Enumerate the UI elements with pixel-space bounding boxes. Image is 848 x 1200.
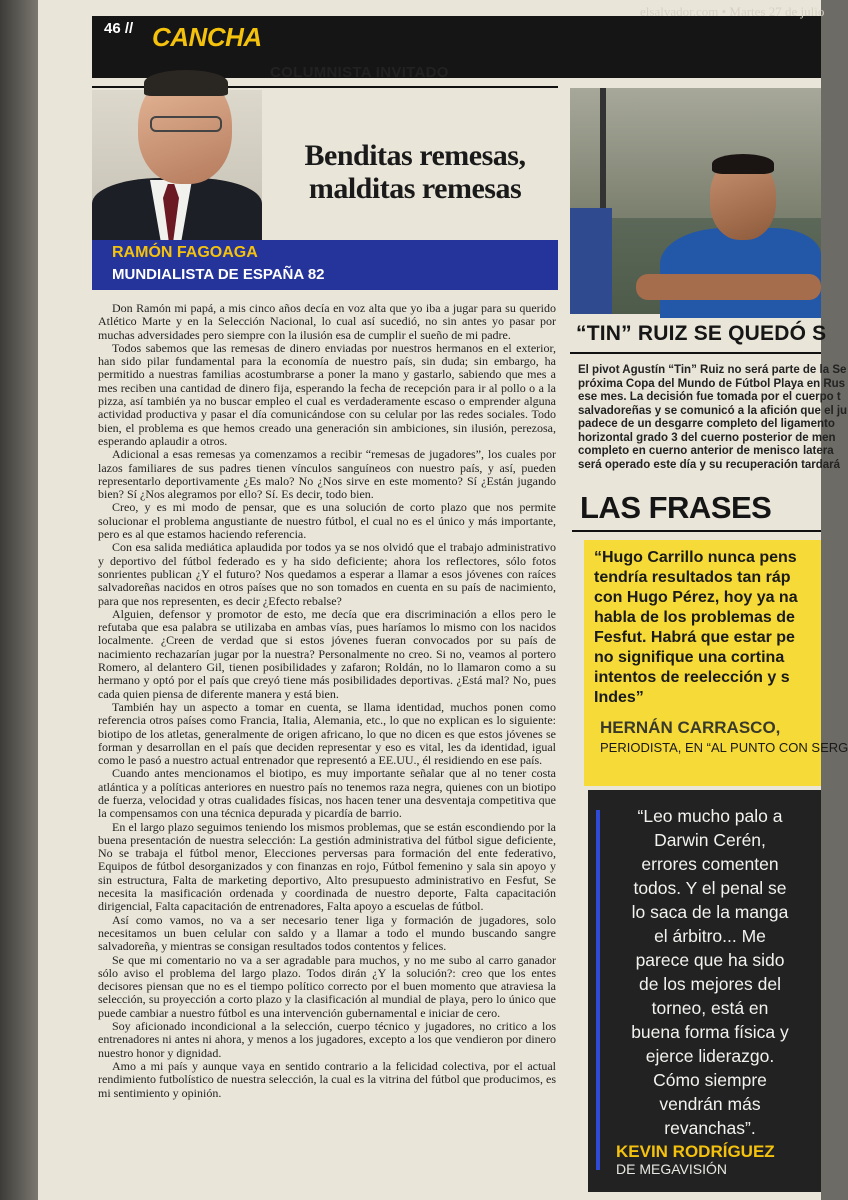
quote-line: lo saca de la manga bbox=[631, 902, 789, 922]
quote-2-text bbox=[604, 804, 816, 1140]
table-surface bbox=[0, 0, 38, 1200]
quote-1-author: HERNÁN CARRASCO, bbox=[600, 718, 781, 737]
article-body bbox=[98, 302, 556, 1100]
brief-rule bbox=[570, 352, 821, 354]
quote-line: el árbitro... Me bbox=[654, 926, 766, 946]
brief-headline: “TIN” RUIZ SE QUEDÓ S bbox=[576, 322, 827, 345]
columnist-glasses bbox=[150, 116, 222, 132]
brief-line: completo en cuerno anterior de menisco latera bbox=[578, 445, 834, 457]
quote-line: de los mejores del bbox=[638, 974, 782, 994]
quote-line: con Hugo Pérez, hoy ya na bbox=[594, 589, 798, 606]
brief-line: ese mes. La decisión fue tomada por el cuerpo t bbox=[578, 391, 841, 403]
quote-2-accent-stripe bbox=[596, 810, 600, 1170]
columnist-hair bbox=[144, 70, 228, 96]
frases-rule bbox=[572, 530, 821, 532]
page-number: 46 // bbox=[104, 20, 134, 37]
paragraph: Creo, y es mi modo de pensar, que es una solución de corto plazo que nos permite solucionar el problema angustiante de nuestro fútbol, el cual no es el único y más importante, pero es al que estamos haciendo referencia. bbox=[98, 500, 556, 542]
quote-2-role: DE MEGAVISIÓN bbox=[616, 1161, 727, 1177]
column-kicker: COLUMNISTA INVITADO bbox=[270, 64, 449, 81]
quote-1-text bbox=[594, 548, 821, 708]
brief-line: próxima Copa del Mundo de Fútbol Playa en Rus bbox=[578, 377, 846, 390]
photo-background bbox=[570, 88, 821, 218]
photo-teammate bbox=[570, 208, 612, 314]
frases-heading: LAS FRASES bbox=[580, 490, 772, 525]
quote-line: habla de los problemas de bbox=[594, 609, 795, 626]
quote-line: Cómo siempre bbox=[653, 1070, 767, 1090]
player-arm bbox=[636, 274, 821, 300]
player-hair bbox=[712, 154, 774, 174]
paragraph: Adicional a esas remesas ya comenzamos a recibir “remesas de jugadores”, los cuales por lazos familiares de sus padres tienen vínculos sanguíneos con nuestro país, y así, pueden representarlo deportivamente ¿Es malo? No ¿Nos sirve en este momento? Sí ¿Están jugando bien? Sí ¿Nos alegramos por ello? Sí. Es decir, todo bien. bbox=[98, 447, 556, 502]
quote-line: vendrán más bbox=[659, 1094, 761, 1114]
section-name: CANCHA bbox=[152, 22, 262, 52]
paragraph: En el largo plazo seguimos teniendo los mismos problemas, que se están escondiendo por la buena presentación de nuestra selección: La gestión administrativa del fútbol sigue deficiente, No se trabaja el fútbol menor, Elecciones perversas para formación del ente federativo, Equipos de fútbol desorganizados y con finanzas en rojo, Fútbol femenino y sala sin apoyo y sin estructura, Falta de marketing deportivo, Alto presupuesto administrativo en Fesfut, Se necesita la masificación ordenada y coordinada de nuestro deporte, Falta capacitación dirigencial, Falta capacitación de entrenadores, Falta apoyo a escuelas de fútbol. bbox=[98, 819, 556, 914]
brief-line: padece de un desgarre completo del ligamento bbox=[578, 418, 835, 430]
quote-line: Darwin Cerén, bbox=[654, 830, 766, 850]
paragraph: Don Ramón mi papá, a mis cinco años decía en voz alta que yo iba a jugar para su querido Atlético Marte y en la Selección Nacional, lo cual así sucedió, no sin antes yo pasar por muchas adversidades pero siempre con la ilusión esa de cumplir el sueño de mi padre. bbox=[98, 301, 556, 342]
quote-line: intentos de reelección y s bbox=[594, 669, 790, 686]
paragraph: Cuando antes mencionamos el biotipo, es muy importante señalar que al no tener costa atlántica y a políticas anteriores en nuestro país no tenemos raza negra, quienes con un biotipo de fuerza, velocidad y otras cualidades físicas, nos hacen tener una desventaja competitiva que la compensamos con una técnica depurada y picardía de barrio. bbox=[98, 766, 556, 821]
player-jersey bbox=[660, 228, 821, 318]
quote-line: Fesfut. Habrá que estar pe bbox=[594, 629, 795, 646]
quote-line: tendría resultados tan ráp bbox=[594, 569, 791, 586]
brief-text bbox=[578, 364, 848, 472]
quote-line: no signifique una cortina bbox=[594, 649, 785, 666]
brief-line: será operado este día y su recuperación tardará bbox=[578, 458, 841, 471]
issue-line: elsalvador.com • Martes 27 de julio bbox=[640, 4, 825, 19]
paragraph: Se que mi comentario no va a ser agradable para muchos, y no me subo al carro ganador sólo aviso el problema del largo plazo. Todos dirán ¿Y la solución?: creo que los entes decisores piensan que no es el tiempo político correcto por el buen momento que atraviesa la selección, su proyección a corto plazo y la clasificación al mundial de playa, pero lo único que puede cambiar a nuestro fútbol es una intervención gubernamental e iniciar de cero. bbox=[98, 952, 556, 1020]
paragraph: Amo a mi país y aunque vaya en sentido contrario a la felicidad colectiva, por el actual rendimiento futbolístico de nuestra selección, la cual es la vitrina del fútbol que producimos, es mi sentimiento y opinión. bbox=[98, 1058, 556, 1100]
quote-2-author: KEVIN RODRÍGUEZ bbox=[616, 1142, 775, 1161]
quote-line: “Leo mucho palo a bbox=[637, 806, 783, 826]
article-title: Benditas remesas, malditas remesas bbox=[304, 139, 526, 205]
author-role: MUNDIALISTA DE ESPAÑA 82 bbox=[112, 266, 325, 283]
quote-line: ejerce liderazgo. bbox=[645, 1046, 775, 1066]
quote-line: torneo, está en bbox=[651, 998, 769, 1018]
paragraph: Alguien, defensor y promotor de esto, me decía que era discriminación a ellos pero le refutaba que esa palabra se utilizaba en ambas vías, pues haríamos lo mismo con los nacidos localmente. ¿Creen de verdad que si estos jóvenes fueran convocados por su país de nacimiento rechazarían jugar por la nuestra? Personalmente no creo. Si no, veamos al portero Romero, al delantero Gil, tienen posibilidades y zafaron; Roldán, no lo llamaron como a su hermano y optó por el país que creyó tiene más posibilidades deportivas. ¿Está mal? No, pues cada quien piensa de diferente manera y está bien. bbox=[98, 606, 556, 701]
brief-line: El pivot Agustín “Tin” Ruiz no será parte de la Se bbox=[578, 364, 847, 376]
quote-line: buena forma física y bbox=[631, 1022, 789, 1042]
quote-line: revanchas”. bbox=[664, 1118, 756, 1138]
quote-line: Indes” bbox=[594, 689, 644, 706]
brief-line: horizontal grado 3 del cuerno posterior de men bbox=[578, 431, 836, 444]
brief-line: salvadoreñas y se comunicó a la afición que el ju bbox=[578, 404, 848, 417]
paragraph: Con esa salida mediática aplaudida por todos ya se nos olvidó que el trabajo administrativo y deportivo del fútbol federado es y ha sido deficiente; ahora los reflectores, sólo fotos sonrientes publican ¿Y el futuro? Nos quedamos a esperar a llamar a esos jóvenes con raíces salvadoreñas nacidos en otros países que no son tomados en cuenta en su país de nacimiento, para que nos representen, es decir ¿Efecto rebalse? bbox=[98, 540, 556, 608]
player-photo bbox=[570, 88, 821, 314]
author-name: RAMÓN FAGOAGA bbox=[112, 244, 258, 261]
quote-line: “Hugo Carrillo nunca pens bbox=[594, 549, 797, 566]
quote-1-role: PERIODISTA, EN “AL PUNTO CON SERG bbox=[600, 740, 848, 755]
quote-line: errores comenten bbox=[641, 854, 779, 874]
paragraph: Todos sabemos que las remesas de dinero enviadas por nuestros hermanos en el exterior, han sido pilar fundamental para la economía de nuestro país, sin duda; sin embargo, ha permitido a nuestras familias acostumbrarse a poner la mano y gastarlo, sabiendo que mes a mes reciben una cantidad de dinero fija, esperando la fecha de recepción para ir al pollo o a la pizza, así también ya no buscar empleo el cual es verdaderamente escaso o emprender alguna actividad productiva y pasar el día comunicándose con su celular por las redes sociales. Todo bien, el problema es que hemos creado una generación sin ambiciones, sin ilusión, perezosa, esperando aplaudir a otros. bbox=[98, 340, 556, 448]
quote-line: todos. Y el penal se bbox=[633, 878, 787, 898]
paragraph: También hay un aspecto a tomar en cuenta, se llama identidad, muchos ponen como referencia otros países como Francia, Italia, Alemania, etc., lo que no explican es lo siguiente: biotipo de los atletas, generalmente de origen africano, lo que no dicen es que estos jóvenes se forman y desarrollan en el país que deciden representar y eso es vital, les da identidad, igual como le pasó a nuestro actual entrenador que representó a EE.UU., él residiendo en ese país. bbox=[98, 699, 556, 768]
paragraph: Así como vamos, no va a ser necesario tener liga y formación de jugadores, solo necesitamos un buen celular con saldo y a llamar a todo el mundo buscando sangre salvadoreña, y mientras se consigan resultados todos contentos y felices. bbox=[98, 912, 556, 954]
paragraph: Soy aficionado incondicional a la selección, cuerpo técnico y jugadores, no critico a los entrenadores ni antes ni ahora, y menos a los jugadores, excepto a los que vendieron por dinero nuestro honor y dignidad. bbox=[98, 1019, 556, 1060]
quote-line: parece que ha sido bbox=[635, 950, 785, 970]
